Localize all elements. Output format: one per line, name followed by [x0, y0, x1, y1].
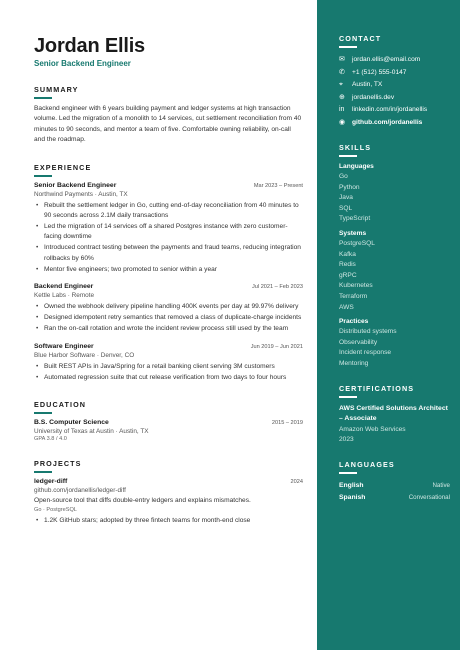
skills-heading: SKILLS	[339, 143, 372, 152]
job-bullet: • Ran the on-call rotation and wrote the incident review process still used by the team	[34, 324, 303, 334]
skill-item: Go	[339, 173, 348, 180]
certifications-section	[339, 384, 450, 446]
job-org: Northwind Payments · Austin, TX	[34, 190, 128, 198]
languages-heading: LANGUAGES	[339, 459, 395, 469]
job-date: Jun 2019 – Jun 2021	[250, 343, 303, 350]
globe-icon: ⊕	[339, 93, 345, 101]
language-name: Spanish	[339, 493, 366, 501]
school: University of Texas at Austin · Austin, TX	[34, 428, 149, 436]
contact-linkedin[interactable]	[339, 104, 450, 117]
job-entry	[34, 343, 303, 383]
project-link[interactable]: github.com/jordanellis/ledger-diff	[34, 487, 126, 495]
contact-text: Austin, TX	[352, 81, 383, 88]
job-bullet: • Built REST APIs in Java/Spring for a retail banking client serving 3M customers	[34, 362, 303, 372]
skill-item: Terraform	[339, 292, 368, 300]
contact-text: +1 (512) 555-0147	[352, 68, 407, 76]
job-bullet: • Automated regression suite that cut release verification from two days to four hours	[34, 373, 303, 383]
job-entry	[34, 283, 303, 335]
certification-issuer: Amazon Web Services	[339, 425, 406, 433]
contact-github[interactable]	[339, 117, 450, 130]
language-level: Conversational	[408, 493, 450, 501]
projects-heading: PROJECTS	[34, 459, 82, 469]
education-entry	[34, 419, 303, 442]
github-icon: ◉	[339, 118, 346, 126]
project-entry	[34, 478, 303, 526]
contact-location	[339, 79, 450, 92]
skill-item: Python	[339, 183, 360, 191]
project-bullets	[34, 516, 303, 526]
candidate-name: Jordan Ellis	[34, 35, 145, 57]
job-bullets	[34, 362, 303, 383]
contact-heading: CONTACT	[339, 34, 382, 43]
certification-year: 2023	[339, 436, 354, 444]
languages-underline	[339, 472, 357, 474]
skill-item: SQL	[339, 204, 353, 212]
job-bullet: • Introduced contract testing between the payments and fraud teams, reducing integration rollbacks by 60%	[34, 243, 303, 263]
contact-text: linkedin.com/in/jordanellis	[352, 106, 428, 113]
job-date: Mar 2023 – Present	[253, 182, 303, 189]
skill-item: Kafka	[339, 250, 356, 258]
project-bullet: • 1.2K GitHub stars; adopted by three fintech teams for month-end close	[34, 516, 303, 526]
skill-item: Java	[339, 194, 353, 202]
languages-section	[339, 460, 450, 504]
contact-phone[interactable]	[339, 67, 450, 80]
degree: B.S. Computer Science	[34, 419, 109, 427]
language-row	[339, 492, 450, 504]
job-org: Kettle Labs · Remote	[34, 292, 95, 300]
skill-category: Languages	[339, 163, 374, 170]
skill-item: Redis	[339, 261, 356, 269]
job-bullet: • Led the migration of 14 services off a shared Postgres instance with zero customer-facing downtime	[34, 222, 303, 242]
certification-name: AWS Certified Solutions Architect – Associate	[339, 404, 448, 423]
envelope-icon: ✉	[339, 56, 345, 63]
linkedin-icon: in	[339, 106, 345, 113]
project-date: 2024	[290, 479, 303, 486]
education-date: 2015 – 2019	[271, 420, 303, 427]
project-description: Open-source tool that diffs double-entry ledgers and explains mismatches.	[34, 497, 251, 505]
job-bullets	[34, 302, 303, 335]
skill-item: PostgreSQL	[339, 239, 375, 247]
job-org: Blue Harbor Software · Denver, CO	[34, 351, 135, 359]
skill-item: Distributed systems	[339, 328, 397, 336]
candidate-title: Senior Backend Engineer	[34, 59, 131, 68]
job-date: Jul 2021 – Feb 2023	[251, 284, 303, 291]
location-pin-icon: ⌖	[339, 81, 343, 88]
experience-heading: EXPERIENCE	[34, 162, 92, 172]
summary-underline	[34, 97, 52, 99]
language-row	[339, 480, 450, 492]
contact-text: jordanellis.dev	[352, 93, 395, 101]
education-underline	[34, 412, 52, 414]
job-bullet: • Designed idempotent retry semantics that removed a class of duplicate-charge incidents	[34, 313, 303, 323]
summary-heading: SUMMARY	[34, 85, 79, 94]
summary-text: Backend engineer with 6 years building payment and ledger systems at high transaction volume. Led the migration of a monolith to 14 services, cut settlement reconciliation from 40 minutes to 90 seconds, and mentor a team of five. Comfortable owning reliability, on-call and the roadmap.	[34, 105, 302, 144]
contact-website[interactable]	[339, 92, 450, 105]
certifications-underline	[339, 396, 357, 398]
gpa: GPA 3.8 / 4.0	[34, 436, 67, 443]
job-bullet: • Mentor five engineers; two promoted to senior within a year	[34, 265, 303, 275]
skill-item: Kubernetes	[339, 282, 373, 290]
projects-underline	[34, 471, 52, 473]
contact-email[interactable]	[339, 54, 450, 67]
sidebar	[317, 0, 460, 650]
experience-underline	[34, 175, 52, 177]
skill-category: Practices	[339, 318, 369, 326]
job-role: Backend Engineer	[34, 283, 94, 291]
certifications-heading: CERTIFICATIONS	[339, 383, 415, 393]
contact-underline	[339, 46, 357, 48]
language-level: Native	[432, 481, 450, 489]
skills-section	[339, 143, 450, 370]
skill-item: gRPC	[339, 271, 357, 279]
skills-underline	[339, 155, 357, 157]
job-role: Software Engineer	[34, 342, 94, 350]
job-entry	[34, 182, 303, 275]
project-tech: Go · PostgreSQL	[34, 507, 77, 514]
skill-item: Mentoring	[339, 359, 369, 367]
contact-text: github.com/jordanellis	[352, 118, 423, 126]
job-bullets	[34, 201, 303, 275]
job-role: Senior Backend Engineer	[34, 181, 117, 189]
education-heading: EDUCATION	[34, 400, 87, 410]
contact-section	[339, 34, 450, 129]
job-bullet: • Rebuilt the settlement ledger in Go, cutting end-of-day reconciliation from 40 minutes to 90 seconds across 2.1M daily transactions	[34, 201, 303, 221]
skill-item: TypeScript	[339, 215, 371, 223]
contact-text: jordan.ellis@email.com	[352, 56, 421, 63]
skill-item: Incident response	[339, 349, 392, 357]
language-name: English	[339, 481, 364, 489]
phone-icon: ✆	[339, 68, 345, 76]
project-name: ledger-diff	[34, 478, 68, 486]
skill-item: AWS	[339, 303, 354, 311]
skill-category: Systems	[339, 229, 367, 237]
job-bullet: • Owned the webhook delivery pipeline handling 400K events per day at 99.97% delivery	[34, 302, 303, 312]
skill-item: Observability	[339, 338, 378, 346]
